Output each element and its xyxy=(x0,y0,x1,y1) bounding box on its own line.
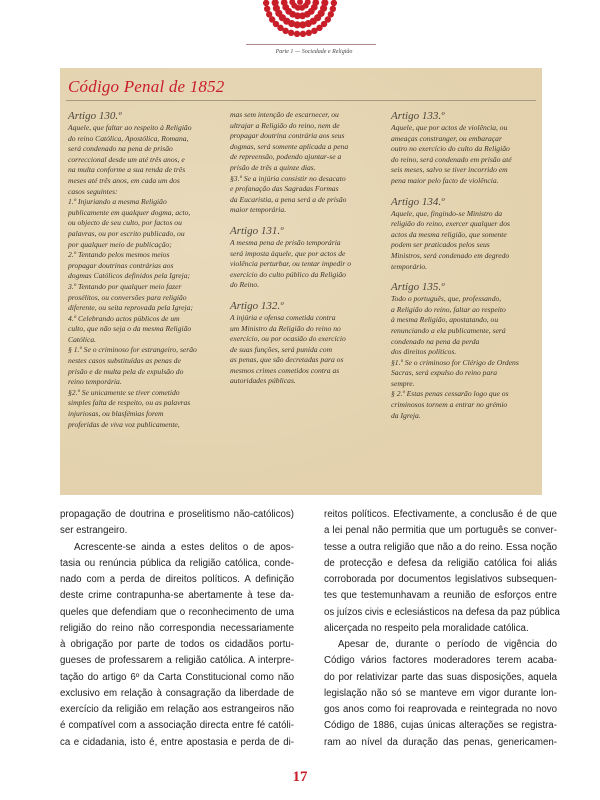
body-text-line: exercício da religião em relação aos estrangeiros não xyxy=(60,704,294,715)
article-text-line: seis meses, salvo se tiver incorrido em xyxy=(391,165,508,175)
body-text-line: os juízos civis e eclesiásticos na defesa da paz pública xyxy=(324,606,560,618)
article-text-line: ultrajar a Religião do reino, nem de xyxy=(230,120,340,130)
article-text-line: § 2.º Estas penas cessarão logo que os xyxy=(391,389,509,399)
article-text-line: dogmas Católicos definidos pela Igreja; xyxy=(68,271,191,281)
logo-dot xyxy=(331,0,337,6)
article-text-line: será imposta àquele, que por actos de xyxy=(230,248,346,258)
article-text-line: do reino, será condenado em prisão até xyxy=(391,154,512,164)
article-text-line: na multa conforme a sua renda de três xyxy=(68,165,186,175)
article-text-line: a Religião do reino, faltar ao respeito xyxy=(391,304,506,314)
article-text-line: proferidas de viva voz publicamente, xyxy=(68,419,180,429)
body-text-line: tesse a outra religião que não a do reino. Essa noção xyxy=(324,541,557,553)
body-text-line: exclusivo em relação à consagração da liberdade de xyxy=(60,687,294,699)
body-text-line: corroborada por documentos legislativos subsequen- xyxy=(324,574,557,585)
body-text-line: legislação não só se manteve em vigor durante lon- xyxy=(324,687,557,699)
article-text-line: exercício, ou por ocasião do exercício xyxy=(230,334,346,344)
body-text-line: gueses de professarem a religião católica. A interpre- xyxy=(60,655,294,667)
body-text-line: do por relativizar parte das suas disposições, aquela xyxy=(324,671,557,683)
article-text-line: palavras, ou por escrito publicado, ou xyxy=(68,228,185,238)
running-header: Parte 1 — Sociedade e Religião xyxy=(275,49,353,55)
body-text-line: de protecção e defesa da religião católica foi aliás xyxy=(324,557,557,569)
body-text-line: ser estrangeiro. xyxy=(60,525,128,537)
panel-title: Código Penal de 1852 xyxy=(68,77,225,96)
article-text-line: § 1.º Se o criminoso for estrangeiro, serão xyxy=(68,345,197,355)
body-text-line: à obrigação por parte de todos os cidadãos portu- xyxy=(60,639,294,650)
logo-dot xyxy=(330,6,336,12)
article-text-line: prosélitos, ou conversões para religião xyxy=(68,292,187,302)
logo-dot xyxy=(288,30,294,36)
article-text-line: violência perturbar, ou tentar impedir o xyxy=(230,259,352,269)
article-text-line: do Reino. xyxy=(230,280,260,290)
logo-dot xyxy=(266,11,272,17)
article-text-line: exercício do culto público da Religião xyxy=(230,269,346,279)
article-text-line: ameaças constranger, ou embaraçar xyxy=(391,133,502,143)
article-text-line: Todo o português, que, professando, xyxy=(391,294,502,304)
article-text-line: ou objecto de seu culto, por factos ou xyxy=(68,218,182,228)
article-text-line: reino temporária. xyxy=(68,377,122,387)
body-text-line: ram ao nível da duração das penas, genericamen- xyxy=(324,736,557,748)
body-text-line: alicerçada no respeito pela moralidade católica. xyxy=(324,622,529,634)
article-text-line: mesmos crimes cometidos contra as xyxy=(230,365,340,375)
article-text-line: da Eucaristia, a pena será a de prisão xyxy=(230,194,347,204)
article-text-line: dogmas, será somente aplicada a pena xyxy=(230,141,349,151)
article-text-line: correccional desde um até três anos, e xyxy=(68,154,185,164)
logo-dot xyxy=(306,30,312,36)
article-text-line: §2.º Se unicamente se tiver cometido xyxy=(68,387,180,397)
article-heading: Artigo 131.º xyxy=(230,224,284,237)
body-text-line: a lei penal não permitia que um português se conver- xyxy=(324,525,557,537)
article-text-line: do reino Católica, Apostólica, Romana, xyxy=(68,133,189,143)
article-text-line: A mesma pena de prisão temporária xyxy=(230,237,341,247)
article-text-line: Sacras, será expulso do reino para xyxy=(391,368,498,378)
article-text-line: criminosos tornem a entrar no grémio xyxy=(391,400,508,410)
page-number: 17 xyxy=(292,769,308,785)
code-excerpt-panel xyxy=(60,68,542,495)
article-text-line: um Ministro da Religião do reino no xyxy=(230,323,341,333)
body-text-line: propagação de doutrina e proselitismo não-católicos) xyxy=(60,509,294,520)
body-text-line: Acrescente-se ainda a estes delitos o de apos- xyxy=(74,541,294,553)
article-text-line: Aquele, que por actos de violência, ou xyxy=(391,123,508,132)
body-text-line: tasia ou renúncia pública da religião católica, conde- xyxy=(60,557,294,569)
article-text-line: publicamente em qualquer dogma, acto, xyxy=(68,207,191,217)
article-text-line: culto, que não seja o da mesma Religião xyxy=(68,324,192,334)
article-heading: Artigo 134.º xyxy=(391,195,445,208)
body-text-line: ca e cidadania, isto é, entre apostasia e perda de di- xyxy=(60,736,294,748)
article-text-line: de suas funções, será punida com xyxy=(230,344,333,354)
article-text-line: da Igreja. xyxy=(391,410,421,420)
article-text-line: e profanação das Sagradas Formas xyxy=(230,184,339,194)
article-text-line: simples falta de respeito, ou as palavras xyxy=(68,398,191,408)
article-heading: Artigo 130.º xyxy=(68,110,122,122)
body-column-right xyxy=(324,507,560,751)
article-text-line: 4.º Celebrando actos públicos de um xyxy=(68,313,180,323)
article-text-line: sempre. xyxy=(391,378,415,388)
article-heading: Artigo 133.º xyxy=(391,110,445,122)
article-text-line: outro no exercício do culto da Religião xyxy=(391,144,510,154)
article-text-line: propagar doutrinas contrárias aos xyxy=(68,260,174,270)
article-text-line: §3.º Se a injúria consistir no desacato xyxy=(230,173,346,183)
article-text-line: temporário. xyxy=(391,261,428,271)
body-text-line: tação do artigo 6º da Carta Constitucional como não xyxy=(60,671,294,683)
body-column-left xyxy=(60,507,294,751)
article-text-line: actos da mesma religião, que somente xyxy=(391,229,507,239)
logo-dot xyxy=(264,6,270,12)
article-text-line: de repreensão, podendo ajuntar-se a xyxy=(230,152,342,162)
article-text-line: pena maior pelo facto de violência. xyxy=(391,175,499,185)
panel-column-2 xyxy=(230,110,386,387)
body-text-line: queles que defendiam que o reconhecimento de uma xyxy=(60,606,294,618)
panel-column-3 xyxy=(391,110,537,421)
logo-dot xyxy=(297,0,303,5)
article-text-line: maior temporária. xyxy=(230,205,287,215)
article-text-line: por qualquer meio de publicação; xyxy=(68,239,172,249)
article-text-line: dos direitos políticos. xyxy=(391,347,457,357)
article-text-line: 2.º Tentando pelos mesmos meios xyxy=(68,250,170,260)
article-text-line: Aquele, que faltar ao respeito à Religião xyxy=(68,123,192,132)
article-text-line: as penas, que são decretadas para os xyxy=(230,355,344,365)
article-text-line: será condenado na pena de prisão xyxy=(68,144,173,154)
body-text-line: deste crime contrapunha-se abertamente à tese da- xyxy=(60,590,294,602)
article-text-line: prisão e de multa pela de expulsão do xyxy=(68,366,184,376)
article-text-line: Ministros, será condenado em degredo xyxy=(391,250,510,260)
body-text-line: Código de 1886, cujas únicas alterações se registra- xyxy=(324,720,557,732)
article-heading: Artigo 135.º xyxy=(391,281,445,294)
header-rule xyxy=(246,44,376,45)
panel-title-rule xyxy=(66,100,536,101)
logo-dot xyxy=(294,31,300,37)
article-text-line: diferente, ou seita reprovada pela Igreja; xyxy=(68,303,193,313)
body-text-line: tes que testemunhavam a reunião de esforços entre xyxy=(324,590,557,602)
article-text-line: religião do reino, exercer qualquer dos xyxy=(391,219,510,229)
article-text-line: à mesma Religião, apostatando, ou xyxy=(391,315,499,325)
article-text-line: condenado na pena da perda xyxy=(391,336,480,346)
article-text-line: injuriosas, ou blasfémias forem xyxy=(68,409,164,419)
article-text-line: prisão de três a quinze dias. xyxy=(230,162,316,172)
body-text-line: reitos políticos. Efectivamente, a conclusão é de que xyxy=(324,509,557,520)
article-text-line: propagar doutrina contrária aos seus xyxy=(230,131,345,141)
article-text-line: renunciando a ela publicamente, será xyxy=(391,325,506,335)
article-text-line: 3.º Tentando por qualquer meio fazer xyxy=(68,281,182,291)
article-text-line: A injúria e ofensa cometida contra xyxy=(230,312,336,322)
article-text-line: Aquele, que, fingindo-se Ministro da xyxy=(391,208,503,218)
article-text-line: Católica. xyxy=(68,334,97,344)
body-text-line: religião do reino não correspondia necessariamente xyxy=(60,622,294,634)
body-text-line: Apesar de, durante o período de vigência do xyxy=(338,639,557,650)
red-dots-circle-icon xyxy=(242,0,358,40)
body-text-line: é compatível com a associação directa entre fé católi- xyxy=(60,720,294,732)
body-text-line: nado com a perda de direitos políticos. A definição xyxy=(60,574,294,585)
article-text-line: 1.º Injuriando a mesma Religião xyxy=(68,197,167,207)
article-text-line: mas sem intenção de escarnecer, ou xyxy=(230,110,339,119)
article-text-line: podem ser praticados pelos seus xyxy=(391,240,490,250)
logo-dot xyxy=(263,0,269,6)
article-text-line: casos seguintes: xyxy=(68,186,118,196)
article-text-line: §1.º Se o criminoso for Clérigo de Ordens xyxy=(391,357,519,367)
article-text-line: nestes casos substituídas as penas de xyxy=(68,356,181,366)
body-text-line: gos anos como foi reaprovada e reintegrada no novo xyxy=(324,704,557,715)
article-text-line: autoridades públicas. xyxy=(230,376,296,386)
article-text-line: meses até três anos, em cada um dos xyxy=(68,175,180,185)
body-text-line: Código vários factores moderadores terem acaba- xyxy=(324,655,557,667)
logo-dot xyxy=(300,31,306,37)
logo-dot xyxy=(311,28,317,34)
panel-column-1 xyxy=(68,110,224,430)
article-heading: Artigo 132.º xyxy=(230,299,284,312)
